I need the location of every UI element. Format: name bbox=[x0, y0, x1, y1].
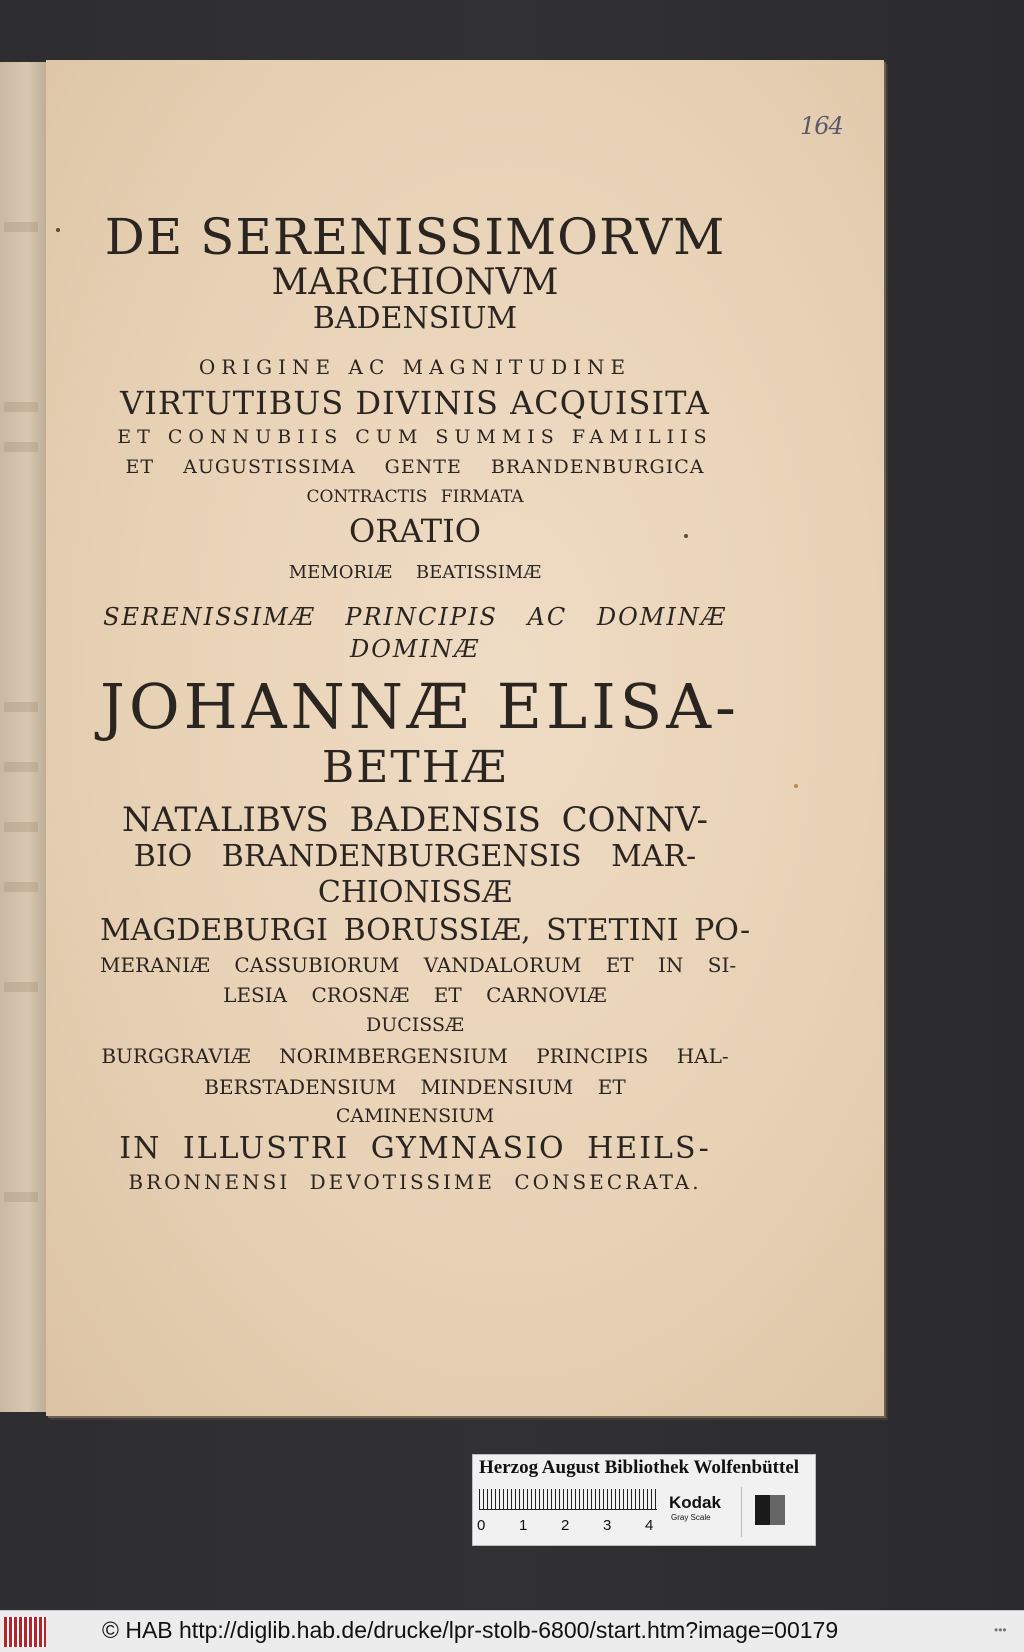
title-line: BRONNENSI DEVOTISSIME CONSECRATA. bbox=[128, 1170, 702, 1194]
title-line: DOMINÆ bbox=[350, 635, 480, 663]
title-line: MARCHIONVM bbox=[271, 262, 559, 303]
title-line: DUCISSÆ bbox=[365, 1014, 464, 1036]
title-line: BURGGRAVIÆ NORIMBERGENSIUM PRINCIPIS HAL- bbox=[101, 1044, 729, 1068]
folio-number: 164 bbox=[800, 112, 843, 140]
more-dots-icon[interactable]: ••• bbox=[994, 1623, 1007, 1637]
footer-bar bbox=[0, 1610, 1024, 1652]
title-line: DE SERENISSIMORVM bbox=[104, 208, 726, 266]
footer-permalink[interactable]: © HAB http://diglib.hab.de/drucke/lpr-stolb-6800/start.htm?image=00179 bbox=[102, 1617, 839, 1643]
ruler-numbers bbox=[477, 1517, 667, 1537]
title-line: CHIONISSÆ bbox=[317, 875, 513, 910]
title-line: BERSTADENSIUM MINDENSIUM ET bbox=[204, 1075, 626, 1099]
ruler-number: 4 bbox=[645, 1517, 654, 1534]
name-line: BETHÆ bbox=[321, 742, 509, 793]
ruler-number: 0 bbox=[477, 1517, 486, 1534]
title-page-text bbox=[100, 208, 751, 1196]
title-line: LESIA CROSNÆ ET CARNOVIÆ bbox=[223, 983, 607, 1007]
title-line: IN ILLUSTRI GYMNASIO HEILS- bbox=[119, 1131, 711, 1166]
title-line: ET CONNUBIIS CUM SUMMIS FAMILIIS bbox=[117, 426, 713, 448]
previous-page-edge bbox=[0, 62, 48, 1412]
divider bbox=[741, 1487, 742, 1537]
title-line: SERENISSIMÆ PRINCIPIS AC DOMINÆ bbox=[103, 603, 727, 631]
ruler-number: 1 bbox=[519, 1517, 528, 1534]
title-line: NATALIBVS BADENSIS CONNV- bbox=[122, 800, 708, 840]
title-line: MERANIÆ CASSUBIORUM VANDALORUM ET IN SI- bbox=[100, 953, 737, 977]
name-line: JOHANNÆ ELISA- bbox=[100, 670, 740, 743]
kodak-subtitle: Gray Scale bbox=[671, 1513, 711, 1522]
ink-spot bbox=[56, 228, 60, 232]
oratio-heading: ORATIO bbox=[349, 512, 481, 550]
title-line: ORIGINE AC MAGNITUDINE bbox=[198, 355, 632, 379]
ink-spot bbox=[794, 784, 798, 788]
title-line: MAGDEBURGI BORUSSIÆ, STETINI PO- bbox=[100, 913, 751, 948]
library-name: Herzog August Bibliothek Wolfenbüttel bbox=[479, 1457, 800, 1478]
title-line: CAMINENSIUM bbox=[335, 1105, 495, 1127]
title-line: ET AUGUSTISSIMA GENTE BRANDENBURGICA bbox=[125, 456, 705, 478]
ruler-number: 3 bbox=[603, 1517, 612, 1534]
title-line: BIO BRANDENBURGENSIS MAR- bbox=[133, 839, 697, 874]
title-line: MEMORIÆ BEATISSIMÆ bbox=[288, 562, 542, 583]
title-line: BADENSIUM bbox=[312, 301, 518, 336]
title-line: CONTRACTIS FIRMATA bbox=[306, 487, 524, 507]
kodak-brand: Kodak bbox=[669, 1493, 721, 1512]
hab-barcode-logo-icon[interactable] bbox=[4, 1617, 46, 1647]
ruler-number: 2 bbox=[561, 1517, 570, 1534]
gray-scale-card bbox=[472, 1454, 816, 1546]
gray-swatch-icon bbox=[755, 1495, 785, 1525]
title-line: VIRTUTIBUS DIVINIS ACQUISITA bbox=[120, 384, 710, 422]
ruler-icon bbox=[479, 1489, 657, 1510]
